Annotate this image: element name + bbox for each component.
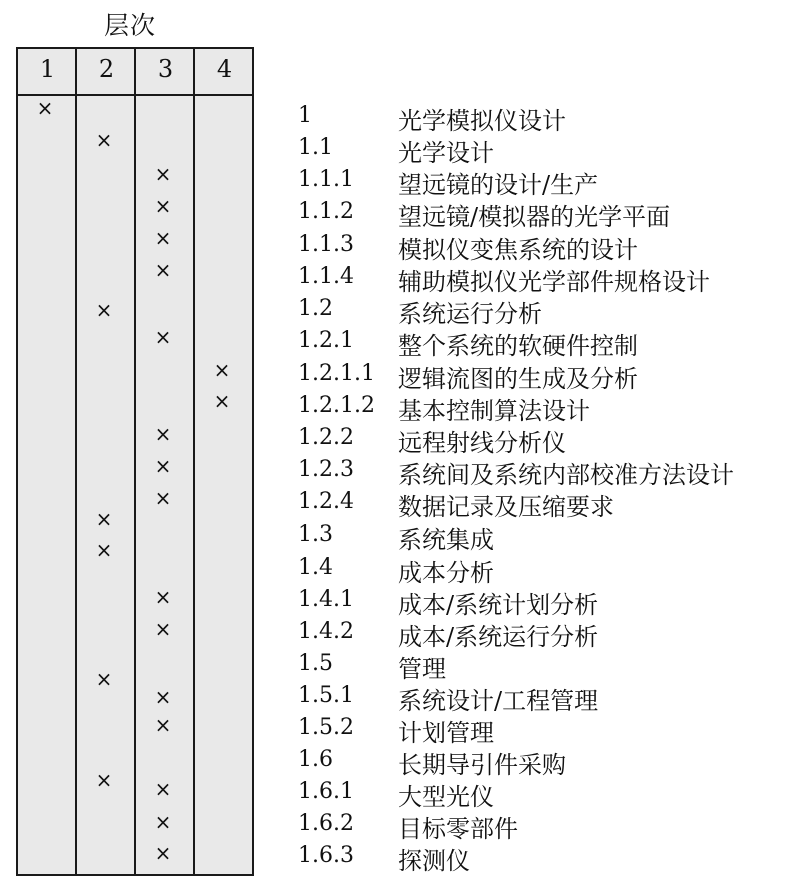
- item-label: 整个系统的软硬件控制: [398, 332, 638, 360]
- level-mark: ×: [154, 810, 172, 834]
- level-mark: ×: [95, 667, 113, 691]
- item-number: 1.1.1: [298, 167, 354, 192]
- item-label: 模拟仪变焦系统的设计: [398, 236, 638, 264]
- item-number: 1.2.1.1: [298, 361, 375, 386]
- item-number: 1.1: [298, 135, 333, 160]
- level-mark: ×: [36, 96, 54, 120]
- level-header-1: 1: [39, 55, 56, 83]
- item-number: 1.5.2: [298, 715, 354, 740]
- level-mark: ×: [95, 768, 113, 792]
- item-number: 1.2: [298, 296, 333, 321]
- level-mark: ×: [154, 454, 172, 478]
- item-number: 1.1.4: [298, 264, 354, 289]
- level-mark: ×: [154, 162, 172, 186]
- item-number: 1.2.4: [298, 489, 354, 514]
- level-mark: ×: [154, 325, 172, 349]
- level-mark: ×: [154, 486, 172, 510]
- item-number: 1.4: [298, 555, 333, 580]
- level-mark: ×: [154, 685, 172, 709]
- item-label: 望远镜的设计/生产: [398, 171, 599, 199]
- item-label: 基本控制算法设计: [398, 397, 590, 425]
- item-label: 逻辑流图的生成及分析: [398, 365, 638, 393]
- item-number: 1.2.2: [298, 425, 354, 450]
- level-mark: ×: [154, 422, 172, 446]
- item-number: 1.1.2: [298, 199, 354, 224]
- level-header-3: 3: [157, 55, 174, 83]
- level-mark: ×: [213, 358, 231, 382]
- item-number: 1.6: [298, 747, 333, 772]
- level-mark: ×: [154, 841, 172, 865]
- level-mark: ×: [213, 389, 231, 413]
- item-label: 辅助模拟仪光学部件规格设计: [398, 268, 710, 296]
- level-header-4: 4: [216, 55, 233, 83]
- item-label: 系统集成: [398, 526, 494, 554]
- item-number: 1.3: [298, 522, 333, 547]
- item-label: 目标零部件: [398, 815, 518, 843]
- item-label: 成本/系统运行分析: [398, 623, 599, 651]
- item-label: 光学模拟仪设计: [398, 107, 566, 135]
- item-label: 管理: [398, 655, 446, 683]
- level-mark: ×: [154, 713, 172, 737]
- item-number: 1.4.2: [298, 619, 354, 644]
- level-table: [16, 47, 254, 876]
- level-mark: ×: [154, 226, 172, 250]
- item-label: 成本分析: [398, 559, 494, 587]
- item-label: 光学设计: [398, 139, 494, 167]
- column-divider: [75, 49, 77, 874]
- column-divider: [193, 49, 195, 874]
- item-label: 探测仪: [398, 847, 470, 875]
- item-label: 计划管理: [398, 719, 494, 747]
- item-label: 系统间及系统内部校准方法设计: [398, 461, 734, 489]
- level-mark: ×: [154, 585, 172, 609]
- item-label: 系统运行分析: [398, 300, 542, 328]
- item-number: 1.6.1: [298, 779, 354, 804]
- level-mark: ×: [95, 128, 113, 152]
- item-number: 1.4.1: [298, 587, 354, 612]
- item-label: 系统设计/工程管理: [398, 687, 599, 715]
- item-number: 1.1.3: [298, 232, 354, 257]
- item-label: 大型光仪: [398, 783, 494, 811]
- level-mark: ×: [154, 617, 172, 641]
- level-mark: ×: [154, 777, 172, 801]
- level-mark: ×: [95, 298, 113, 322]
- level-mark: ×: [154, 258, 172, 282]
- level-mark: ×: [95, 538, 113, 562]
- item-label: 成本/系统计划分析: [398, 591, 599, 619]
- item-number: 1.2.1.2: [298, 393, 375, 418]
- item-number: 1.2.3: [298, 457, 354, 482]
- item-number: 1.5: [298, 651, 333, 676]
- item-number: 1.6.2: [298, 811, 354, 836]
- item-number: 1.2.1: [298, 328, 354, 353]
- column-divider: [134, 49, 136, 874]
- hierarchy-title: 层次: [104, 11, 157, 40]
- item-number: 1: [298, 103, 312, 128]
- level-mark: ×: [154, 194, 172, 218]
- item-label: 数据记录及压缩要求: [398, 493, 614, 521]
- item-label: 望远镜/模拟器的光学平面: [398, 203, 671, 231]
- item-label: 长期导引件采购: [398, 751, 566, 779]
- item-number: 1.6.3: [298, 843, 354, 868]
- item-label: 远程射线分析仪: [398, 429, 566, 457]
- item-number: 1.5.1: [298, 683, 354, 708]
- level-header-2: 2: [98, 55, 115, 83]
- level-mark: ×: [95, 507, 113, 531]
